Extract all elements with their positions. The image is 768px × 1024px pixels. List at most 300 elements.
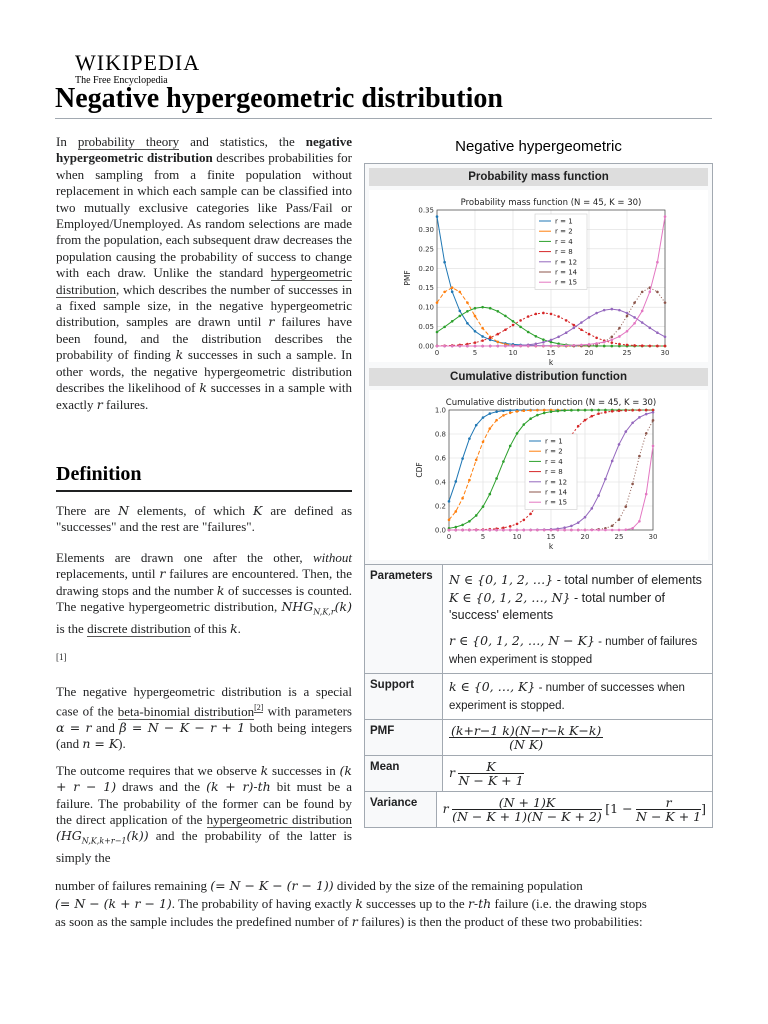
data-point (523, 409, 526, 412)
data-point (557, 315, 560, 318)
data-point (481, 327, 484, 330)
data-point (481, 339, 484, 342)
data-point (443, 261, 446, 264)
data-point (504, 345, 507, 348)
data-point (557, 335, 560, 338)
data-point (638, 520, 641, 523)
data-point (482, 529, 485, 532)
data-point (481, 345, 484, 348)
mean-label: Mean (365, 756, 443, 791)
data-point (565, 319, 568, 322)
data-point (611, 308, 614, 311)
legend-label: r = 4 (555, 237, 573, 246)
data-point (557, 529, 560, 532)
pmf-value: $\frac{\text{(k+r−1 k)(N−r−k K−k)}}{\text{(N K)}}$ (451, 723, 602, 752)
definition-heading: Definition (56, 463, 352, 492)
data-point (509, 529, 512, 532)
data-point (466, 322, 469, 325)
data-point (597, 494, 600, 497)
data-point (495, 529, 498, 532)
data-point (436, 331, 439, 334)
variance-label: Variance (365, 792, 437, 827)
y-tick-label: 0.25 (418, 245, 434, 254)
logo-wordmark: WIKIPEDIA (75, 50, 201, 75)
infobox-caption: Negative hypergeometric (455, 138, 622, 155)
data-point (577, 425, 580, 428)
x-tick-label: 20 (580, 533, 590, 541)
data-point (580, 328, 583, 331)
data-point (502, 409, 505, 412)
data-point (451, 320, 454, 323)
data-point (652, 445, 655, 448)
data-point (664, 335, 667, 338)
data-point (482, 505, 485, 508)
data-point (502, 414, 505, 417)
legend-label: r = 4 (545, 457, 563, 466)
data-point (459, 315, 462, 318)
data-point (459, 310, 462, 313)
y-axis-label: PMF (403, 270, 412, 286)
infobox-body (364, 163, 713, 828)
data-point (512, 324, 515, 327)
data-point (536, 414, 539, 417)
data-point (626, 315, 629, 318)
legend-label: r = 8 (545, 468, 563, 477)
data-point (611, 410, 614, 413)
x-tick-label: 10 (512, 533, 522, 541)
data-point (638, 416, 641, 419)
data-point (573, 324, 576, 327)
data-point (611, 345, 614, 348)
intro-section (56, 134, 352, 423)
data-point (631, 527, 634, 530)
data-point (611, 524, 614, 527)
y-tick-label: 0.35 (418, 206, 434, 215)
link-probability-theory[interactable]: probability theory (77, 134, 180, 149)
y-tick-label: 0.0 (434, 526, 446, 535)
data-point (570, 529, 573, 532)
data-point (516, 432, 519, 435)
data-point (656, 345, 659, 348)
legend-label: r = 1 (545, 437, 563, 446)
parameters-label: Parameters (365, 565, 443, 673)
data-point (516, 529, 519, 532)
data-point (631, 483, 634, 486)
data-point (591, 529, 594, 532)
data-point (595, 312, 598, 315)
data-point (451, 290, 454, 293)
data-point (618, 343, 621, 346)
data-point (489, 336, 492, 339)
x-tick-label: 5 (480, 533, 486, 541)
intro-paragraph: In probability theory and statistics, the negative hypergeometric distribution describes probabilities for when sampling from a finite population without replacement in which each sample can be classified into two mutually exclusive categories like Pass/Fail or Employed/Unemployed. As random selections are made from the population, each subsequent draw decreases the population causing the probability of success to change with each draw. Unlike the standard hypergeometric distribution, which describes the number of successes in a fixed sample size, in the negative hypergeometric distribution, samples are drawn until r failures have been found, and the distribution describes the probability of finding k successes in such a sample. In other words, the negative hypergeometric distribution describes the likelihood of k successes in a sample with exactly r failures. (56, 134, 353, 412)
data-point (595, 336, 598, 339)
page-title: Negative hypergeometric distribution (55, 83, 503, 114)
data-point (563, 409, 566, 412)
data-point (474, 307, 477, 310)
data-point (436, 345, 439, 348)
data-point (645, 493, 648, 496)
data-point (536, 529, 539, 532)
data-point (591, 415, 594, 418)
y-tick-label: 0.15 (418, 284, 434, 293)
data-point (466, 345, 469, 348)
data-point (633, 322, 636, 325)
data-point (604, 478, 607, 481)
data-point (504, 328, 507, 331)
data-point (529, 513, 532, 516)
data-point (474, 315, 477, 318)
data-point (461, 497, 464, 500)
data-point (584, 516, 587, 519)
data-point (475, 459, 478, 462)
data-point (489, 493, 492, 496)
x-axis-label: k (548, 358, 554, 367)
wide-line-3: as soon as the sample includes the predefined number of r failures) is then the product of these two probabilities: (55, 914, 643, 929)
data-point (573, 327, 576, 330)
data-point (557, 410, 560, 413)
data-point (652, 411, 655, 414)
y-tick-label: 1.0 (434, 406, 446, 415)
data-point (482, 416, 485, 419)
data-point (497, 341, 500, 344)
data-point (570, 525, 573, 528)
intro-bold-term: negative hypergeometric distribution (56, 134, 352, 166)
chart-title: Cumulative distribution function (N = 45, K = 30) (445, 398, 657, 408)
x-axis-label: k (548, 542, 554, 551)
data-point (489, 529, 492, 532)
pmf-figure[interactable] (369, 190, 708, 367)
data-point (512, 320, 515, 323)
x-tick-label: 0 (434, 349, 440, 357)
definition-p4: The outcome requires that we observe k successes in (k + r − 1) draws and the (k + r)-th bit must be a failure. The probability of the former can be found by the direct application of the hypergeometric distribution $(HG_{N,K,k+r-1}(k))$ and the probability of the latter is simply the (56, 762, 353, 866)
data-point (495, 419, 498, 422)
data-point (489, 345, 492, 348)
data-point (588, 316, 591, 319)
data-point (565, 331, 568, 334)
data-point (489, 427, 492, 430)
legend-label: r = 1 (555, 217, 573, 226)
wide-line-2: (= N − (k + r − 1). The probability of having exactly k successes up to the r-th failure (i.e. the drawing stops (55, 896, 647, 911)
infobox (364, 138, 713, 828)
data-point (618, 443, 621, 446)
data-point (489, 412, 492, 415)
wikipedia-logo[interactable] (75, 50, 200, 86)
data-point (497, 310, 500, 313)
data-point (504, 315, 507, 318)
data-point (611, 460, 614, 463)
data-point (626, 330, 629, 333)
x-tick-label: 0 (446, 533, 452, 541)
data-point (631, 409, 634, 412)
data-point (475, 514, 478, 517)
definition-p1: There are N elements, of which K are defined as "successes" and the rest are "failures". (56, 503, 352, 535)
data-point (588, 333, 591, 336)
data-point (652, 409, 655, 412)
y-tick-label: 0.8 (434, 430, 446, 439)
data-point (652, 419, 655, 422)
data-point (535, 345, 538, 348)
data-point (584, 529, 587, 532)
data-point (516, 410, 519, 413)
data-point (656, 331, 659, 334)
data-point (618, 409, 621, 412)
x-tick-label: 5 (472, 349, 478, 357)
data-point (656, 261, 659, 264)
data-point (550, 313, 553, 316)
data-point (466, 310, 469, 313)
data-point (468, 437, 471, 440)
title-divider (55, 118, 712, 119)
data-point (529, 529, 532, 532)
data-point (502, 529, 505, 532)
data-point (459, 291, 462, 294)
data-point (436, 215, 439, 218)
pmf-chart (369, 190, 708, 367)
legend-label: r = 2 (555, 227, 573, 236)
data-point (451, 286, 454, 289)
data-point (603, 309, 606, 312)
data-point (466, 301, 469, 304)
data-point (542, 338, 545, 341)
data-point (577, 409, 580, 412)
data-point (451, 345, 454, 348)
x-tick-label: 10 (508, 349, 518, 357)
data-point (455, 526, 458, 529)
row-parameters (365, 564, 712, 673)
data-point (573, 344, 576, 347)
data-point (550, 345, 553, 348)
data-point (448, 529, 451, 532)
x-tick-label: 25 (622, 349, 632, 357)
data-point (626, 344, 629, 347)
data-point (443, 326, 446, 329)
data-point (455, 510, 458, 513)
data-point (550, 339, 553, 342)
y-tick-label: 0.05 (418, 323, 434, 332)
data-point (523, 519, 526, 522)
data-point (603, 341, 606, 344)
data-point (625, 430, 628, 433)
y-tick-label: 0.00 (418, 342, 434, 351)
row-mean (365, 755, 712, 791)
data-point (618, 327, 621, 330)
data-point (468, 520, 471, 523)
data-point (448, 519, 451, 522)
support-value: k ∈ {0, …, K} - number of successes when experiment is stopped. (449, 679, 685, 712)
logo-tagline: The Free Encyclopedia (75, 75, 168, 86)
y-tick-label: 0.30 (418, 225, 434, 234)
data-point (550, 529, 553, 532)
legend-label: r = 14 (555, 268, 578, 277)
data-point (649, 327, 652, 330)
cdf-figure[interactable] (369, 390, 708, 560)
data-point (509, 409, 512, 412)
data-point (527, 315, 530, 318)
data-point (641, 310, 644, 313)
data-point (519, 326, 522, 329)
data-point (509, 525, 512, 528)
data-point (641, 291, 644, 294)
data-point (527, 331, 530, 334)
data-point (535, 313, 538, 316)
data-point (591, 507, 594, 510)
data-point (611, 529, 614, 532)
x-tick-label: 15 (546, 349, 556, 357)
data-point (489, 307, 492, 310)
y-tick-label: 0.4 (434, 478, 446, 487)
x-tick-label: 30 (648, 533, 658, 541)
data-point (633, 316, 636, 319)
definition-p2: Elements are drawn one after the other, without replacements, until r failures are encountered. Then, the drawing stops and the number k of successes is counted. The negative hypergeometric distribution, $NHG_{N,K,r}(k)$ is the discrete distribution of this k. (56, 549, 352, 637)
cdf-chart (369, 390, 708, 560)
data-point (595, 342, 598, 345)
data-point (474, 345, 477, 348)
chart-title: Probability mass function (N = 45, K = 30) (460, 198, 642, 208)
data-point (436, 301, 439, 304)
data-point (455, 529, 458, 532)
data-point (645, 409, 648, 412)
reference-1[interactable]: [1] (56, 652, 67, 663)
x-tick-label: 25 (614, 533, 624, 541)
data-point (618, 335, 621, 338)
data-point (611, 341, 614, 344)
data-point (631, 422, 634, 425)
link-hypergeometric-distribution-2[interactable]: hypergeometric distribution (206, 812, 352, 828)
data-point (591, 409, 594, 412)
data-point (580, 344, 583, 347)
reference-2[interactable]: [2] (254, 703, 264, 713)
y-tick-label: 0.10 (418, 303, 434, 312)
data-point (443, 345, 446, 348)
data-point (625, 505, 628, 508)
data-point (641, 321, 644, 324)
link-discrete-distribution[interactable]: discrete distribution (87, 621, 191, 637)
parameters-value: N ∈ {0, 1, 2, …} - total number of elements K ∈ {0, 1, 2, …, N} - total number of 'success' elements r ∈ {0, 1, 2, …, N − K} - number of failures when experiment is stopped (449, 572, 702, 666)
data-point (664, 345, 667, 348)
data-point (664, 215, 667, 218)
data-point (580, 321, 583, 324)
data-point (611, 336, 614, 339)
data-point (597, 412, 600, 415)
data-point (645, 432, 648, 435)
data-point (543, 529, 546, 532)
data-point (611, 339, 614, 342)
x-tick-label: 20 (584, 349, 594, 357)
data-point (497, 345, 500, 348)
data-point (603, 345, 606, 348)
data-point (459, 345, 462, 348)
legend-label: r = 14 (545, 488, 568, 497)
data-point (448, 500, 451, 503)
data-point (649, 290, 652, 293)
data-point (638, 455, 641, 458)
data-point (645, 413, 648, 416)
data-point (597, 409, 600, 412)
data-point (618, 309, 621, 312)
definition-section (56, 503, 352, 877)
data-point (625, 528, 628, 531)
legend-label: r = 12 (545, 478, 568, 487)
data-point (443, 291, 446, 294)
wide-line-1: number of failures remaining (= N − K − (r − 1)) divided by the size of the remaining population (55, 878, 583, 893)
data-point (502, 460, 505, 463)
data-point (570, 409, 573, 412)
data-point (481, 306, 484, 309)
data-point (649, 345, 652, 348)
support-label: Support (365, 674, 443, 719)
data-point (664, 301, 667, 304)
data-point (563, 529, 566, 532)
data-point (543, 409, 546, 412)
data-point (516, 523, 519, 526)
definition-p3: The negative hypergeometric distribution is a special case of the beta-binomial distribution[2] with parameters α = r and β = N − K − r + 1 both being integers (and n = K). (56, 683, 352, 752)
link-beta-binomial[interactable]: beta-binomial distribution (117, 703, 255, 719)
row-support (365, 673, 712, 719)
data-point (461, 457, 464, 460)
variance-value: r $\frac{(N + 1)K}{(N - K + 1)(N - K + 2)}$ [1 − $\frac{r}{N - K + 1}$ ] (442, 795, 706, 824)
data-point (641, 344, 644, 347)
data-point (618, 518, 621, 521)
data-point (638, 409, 641, 412)
y-tick-label: 0.2 (434, 502, 446, 511)
data-point (543, 412, 546, 415)
definition-wide-text (55, 877, 713, 931)
data-point (481, 335, 484, 338)
data-point (509, 445, 512, 448)
data-point (656, 291, 659, 294)
data-point (542, 341, 545, 344)
data-point (475, 424, 478, 427)
data-point (618, 529, 621, 532)
data-point (529, 409, 532, 412)
cdf-header: Cumulative distribution function (369, 368, 708, 386)
data-point (536, 409, 539, 412)
data-point (597, 529, 600, 532)
data-point (633, 301, 636, 304)
row-pmf (365, 719, 712, 755)
data-point (509, 411, 512, 414)
mean-value: r $\frac{K}{N - K + 1}$ (449, 759, 524, 788)
data-point (557, 344, 560, 347)
data-point (542, 312, 545, 315)
data-point (584, 409, 587, 412)
legend-label: r = 12 (555, 258, 578, 267)
y-tick-label: 0.20 (418, 264, 434, 273)
data-point (475, 529, 478, 532)
data-point (604, 411, 607, 414)
data-point (495, 410, 498, 413)
data-point (519, 319, 522, 322)
data-point (529, 417, 532, 420)
data-point (542, 345, 545, 348)
link-hypergeometric-distribution[interactable]: hypergeometric distribution (56, 265, 352, 297)
x-tick-label: 15 (546, 533, 556, 541)
data-point (604, 529, 607, 532)
y-tick-label: 0.6 (434, 454, 446, 463)
data-point (588, 343, 591, 346)
data-point (577, 529, 580, 532)
data-point (474, 341, 477, 344)
data-point (468, 479, 471, 482)
data-point (550, 410, 553, 413)
x-tick-label: 30 (660, 349, 670, 357)
data-point (577, 521, 580, 524)
data-point (535, 335, 538, 338)
data-point (563, 526, 566, 529)
data-point (565, 344, 568, 347)
data-point (482, 441, 485, 444)
